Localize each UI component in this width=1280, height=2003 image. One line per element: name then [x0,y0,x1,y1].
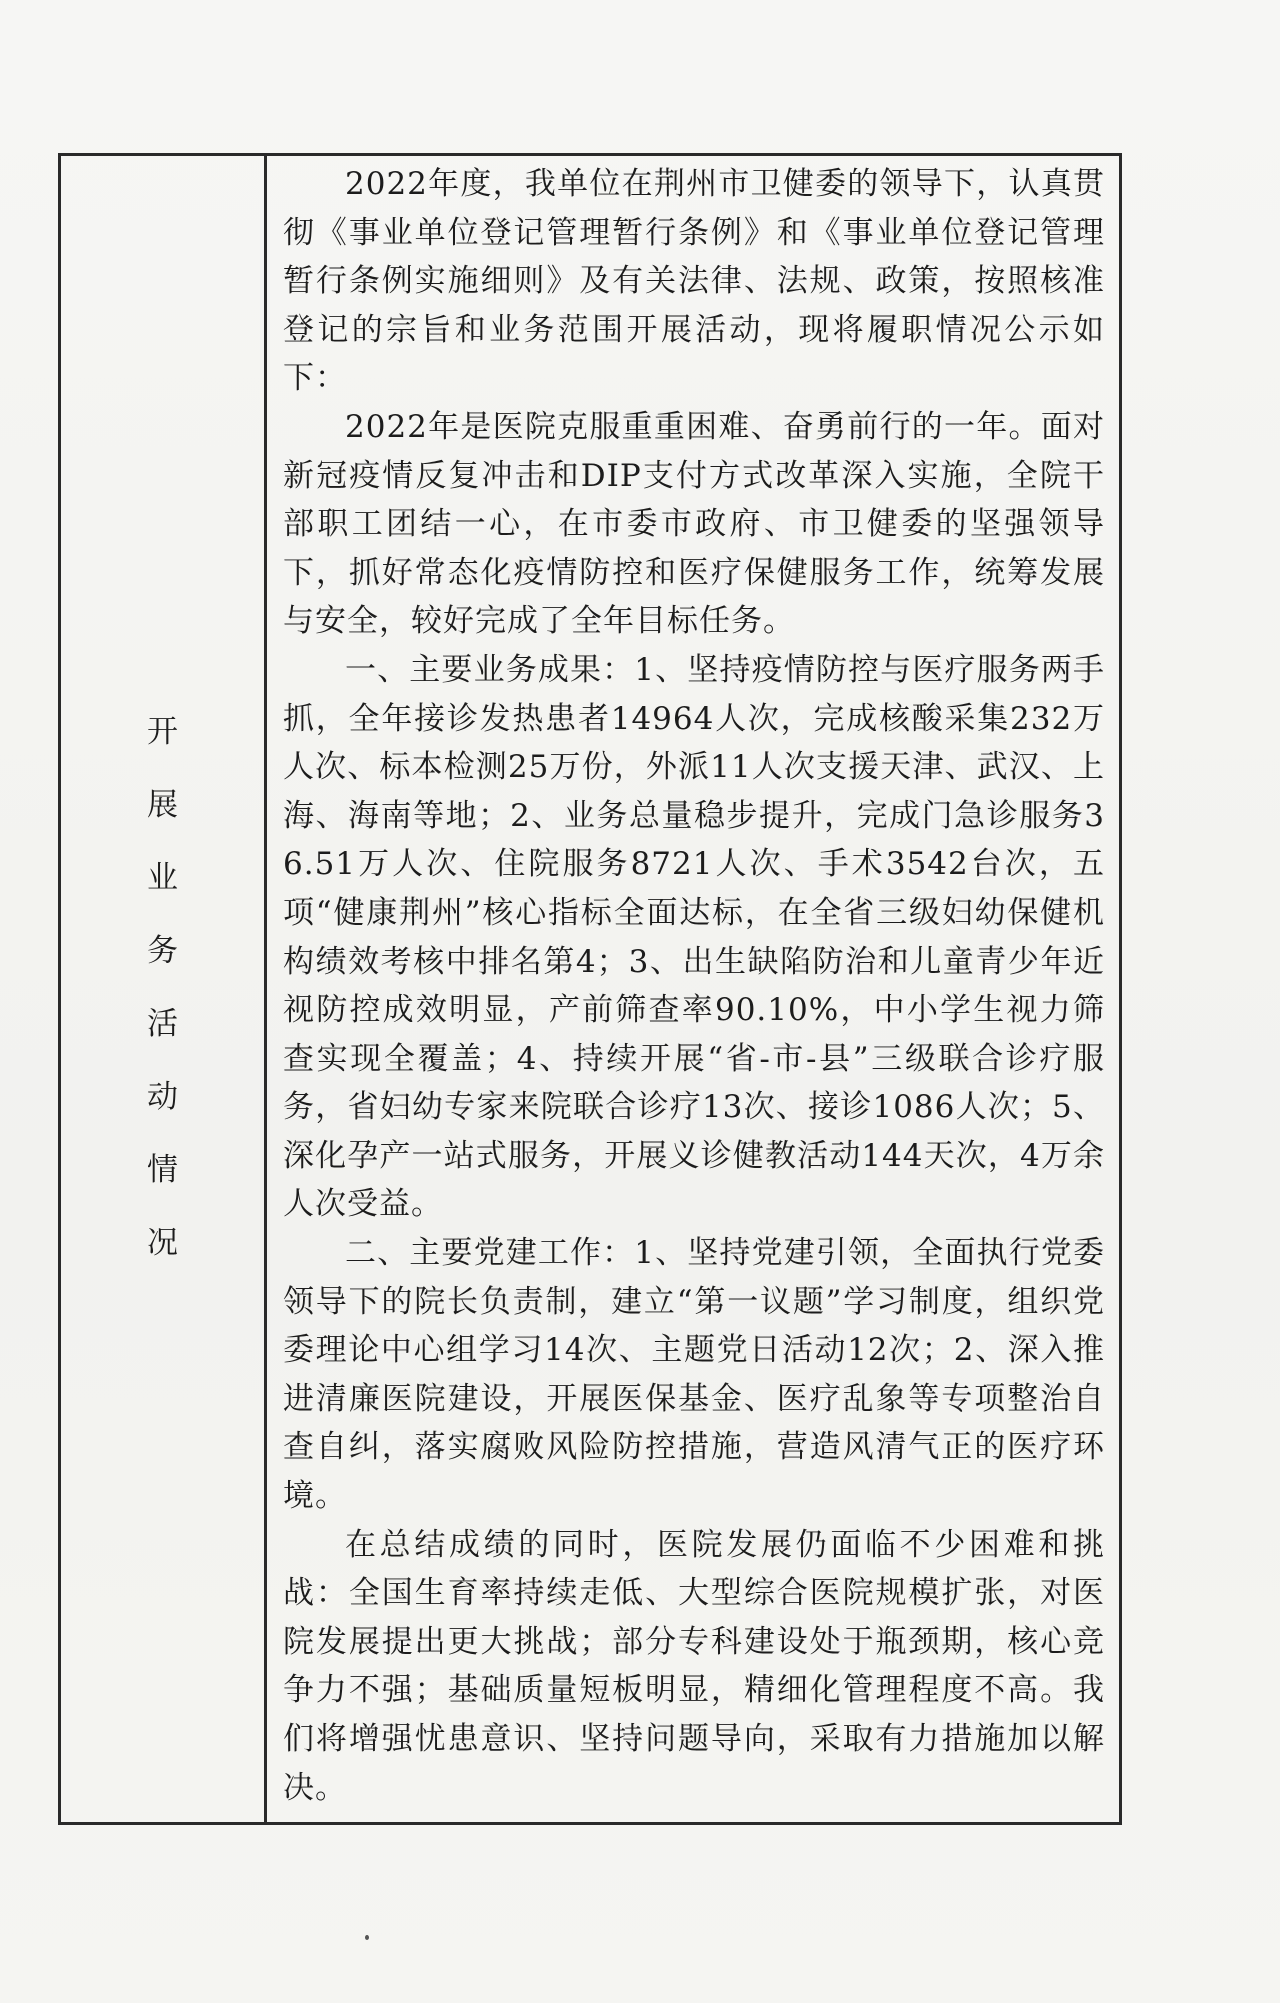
section-label-char: 况 [147,1225,178,1261]
section-label-char: 活 [147,1006,178,1042]
section-label-char: 务 [147,933,178,969]
section-label-char: 情 [147,1152,178,1188]
business-results-paragraph: 一、主要业务成果：1、坚持疫情防控与医疗服务两手抓，全年接诊发热患者14964人次，完成核酸采集232万人次、标本检测25万份，外派11人次支援天津、武汉、上海、海南等地；2、业务总量稳步提升，完成门急诊服务36.51万人次、住院服务8721人次、手术3542台次，五项“健康荆州”核心指标全面达标，在全省三级妇幼保健机构绩效考核中排名第4；3、出生缺陷防治和儿童青少年近视防控成效明显，产前筛查率90.10%，中小学生视力筛查实现全覆盖；4、持续开展“省-市-县”三级联合诊疗服务，省妇幼专家来院联合诊疗13次、接诊1086人次；5、深化孕产一站式服务，开展义诊健教活动144天次，4万余人次受益。 [283,651,1105,1223]
intro-paragraph: 2022年度，我单位在荆州市卫健委的领导下，认真贯彻《事业单位登记管理暂行条例》和《事业单位登记管理暂行条例实施细则》及有关法律、法规、政策，按照核准登记的宗旨和业务范围开展活动，现将履职情况公示如下： [283,166,1105,397]
page-mark [365,1935,369,1940]
challenges-paragraph: 在总结成绩的同时，医院发展仍面临不少困难和挑战：全国生育率持续走低、大型综合医院规模扩张，对医院发展提出更大挑战；部分专科建设处于瓶颈期，核心竞争力不强；基础质量短板明显，精细化管理程度不高。我们将增强忧患意识、坚持问题导向，采取有力措施加以解决。 [283,1526,1105,1806]
section-label-cell [61,156,264,1822]
section-label-char: 动 [147,1079,178,1115]
section-label-char: 开 [147,714,178,750]
party-building-paragraph: 二、主要党建工作：1、坚持党建引领，全面执行党委领导下的院长负责制，建立“第一议题”学习制度，组织党委理论中心组学习14次、主题党日活动12次；2、深入推进清廉医院建设，开展医保基金、医疗乱象等专项整治自查自纠，落实腐败风险防控措施，营造风清气正的医疗环境。 [283,1235,1105,1515]
section-label [61,696,264,1280]
section-label-char: 业 [147,860,178,896]
section-label-char: 展 [147,787,178,823]
content-cell [283,156,1105,1812]
form-table [58,153,1122,1825]
overview-paragraph: 2022年是医院克服重重困难、奋勇前行的一年。面对新冠疫情反复冲击和DIP支付方式改革深入实施，全院干部职工团结一心，在市委市政府、市卫健委的坚强领导下，抓好常态化疫情防控和医疗保健服务工作，统筹发展与安全，较好完成了全年目标任务。 [283,408,1105,640]
column-divider [264,156,267,1822]
